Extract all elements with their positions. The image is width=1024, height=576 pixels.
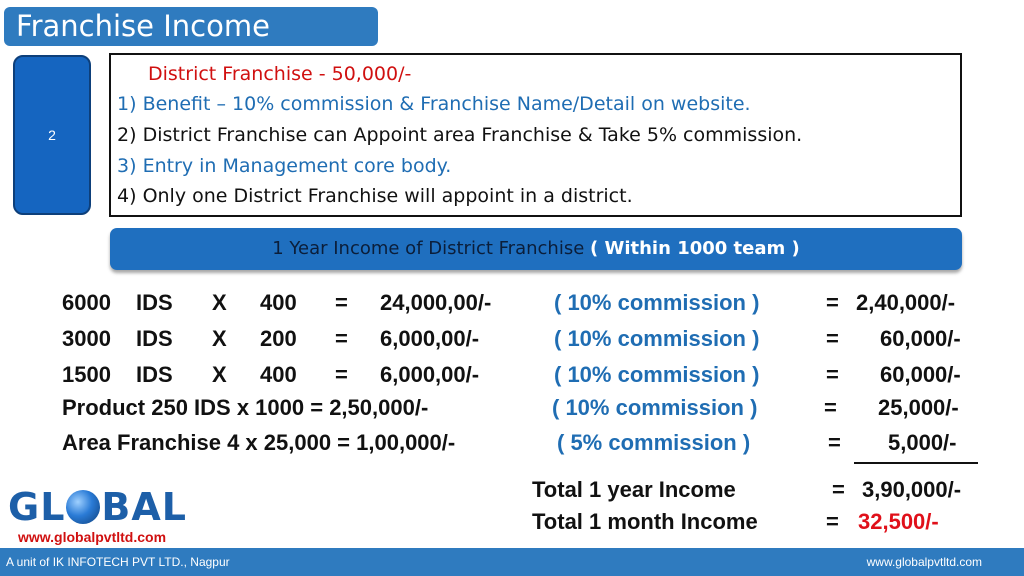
logo-text-right: BAL — [101, 485, 187, 529]
point-number: 2) — [117, 124, 137, 146]
gross-amount: 6,000,00/- — [380, 362, 480, 387]
total-year-label: Total 1 year Income — [532, 477, 736, 502]
global-logo — [8, 485, 187, 529]
total-year-equals: = — [832, 477, 845, 502]
gross-amount: 6,000,00/- — [380, 326, 480, 351]
commission-value: 5,000/- — [888, 430, 957, 455]
rate: 200 — [260, 326, 297, 351]
footer-company: A unit of IK INFOTECH PVT LTD., Nagpur — [6, 555, 230, 569]
point-text: Entry in Management core body. — [142, 155, 452, 177]
multiply-sign: X — [212, 362, 227, 387]
commission-value: 2,40,000/- — [856, 290, 956, 315]
product-income-row — [62, 395, 992, 427]
equals-sign: = — [828, 430, 841, 455]
point-4 — [117, 185, 633, 207]
income-header-bar — [110, 228, 962, 270]
equals-sign: = — [335, 362, 348, 387]
commission-label: ( 10% commission ) — [554, 290, 760, 315]
income-row — [62, 362, 992, 394]
area-franchise-row — [62, 430, 992, 462]
point-text: Only one District Franchise will appoint in a district. — [142, 185, 633, 207]
equals-sign: = — [826, 326, 839, 351]
district-franchise-points — [109, 53, 962, 217]
commission-value: 60,000/- — [880, 362, 961, 387]
multiply-sign: X — [212, 290, 227, 315]
page-title: Franchise Income — [4, 7, 378, 46]
ids-label: IDS — [136, 362, 173, 387]
total-month-value: 32,500/- — [858, 509, 939, 534]
income-header-subtitle: ( Within 1000 team ) — [590, 238, 800, 259]
id-count: 6000 — [62, 290, 111, 315]
point-number: 1) — [117, 93, 137, 115]
equals-sign: = — [826, 290, 839, 315]
logo-text-left: GL — [8, 485, 66, 529]
equals-sign: = — [335, 290, 348, 315]
point-text: District Franchise can Appoint area Franchise & Take 5% commission. — [142, 124, 803, 146]
footer-bar — [0, 548, 1024, 576]
income-row — [62, 290, 992, 322]
id-count: 1500 — [62, 362, 111, 387]
total-year-value: 3,90,000/- — [862, 477, 962, 502]
multiply-sign: X — [212, 326, 227, 351]
equals-sign: = — [826, 362, 839, 387]
point-text: Benefit – 10% commission & Franchise Name/Detail on website. — [142, 93, 751, 115]
area-franchise-calculation: Area Franchise 4 x 25,000 = 1,00,000/- — [62, 430, 456, 455]
income-row — [62, 326, 992, 358]
rate: 400 — [260, 362, 297, 387]
commission-label: ( 10% commission ) — [554, 362, 760, 387]
logo-website: www.globalpvtltd.com — [18, 529, 167, 545]
commission-label: ( 10% commission ) — [552, 395, 758, 420]
globe-icon — [66, 490, 100, 524]
product-calculation: Product 250 IDS x 1000 = 2,50,000/- — [62, 395, 429, 420]
id-count: 3000 — [62, 326, 111, 351]
point-number: 3) — [117, 155, 137, 177]
point-1 — [117, 93, 751, 115]
ids-label: IDS — [136, 326, 173, 351]
total-month-label: Total 1 month Income — [532, 509, 758, 534]
income-header-title: 1 Year Income of District Franchise — [272, 238, 585, 259]
commission-label: ( 10% commission ) — [554, 326, 760, 351]
point-number: 4) — [117, 185, 137, 207]
commission-value: 60,000/- — [880, 326, 961, 351]
gross-amount: 24,000,00/- — [380, 290, 492, 315]
rate: 400 — [260, 290, 297, 315]
commission-label: ( 5% commission ) — [557, 430, 751, 455]
total-month-equals: = — [826, 509, 839, 534]
equals-sign: = — [335, 326, 348, 351]
point-2 — [117, 124, 802, 146]
point-3 — [117, 155, 451, 177]
district-franchise-heading: District Franchise - 50,000/- — [148, 63, 412, 85]
sum-underline — [854, 462, 978, 464]
slide-number-badge: 2 — [13, 55, 91, 215]
ids-label: IDS — [136, 290, 173, 315]
footer-website: www.globalpvtltd.com — [866, 555, 982, 569]
equals-sign: = — [824, 395, 837, 420]
commission-value: 25,000/- — [878, 395, 959, 420]
